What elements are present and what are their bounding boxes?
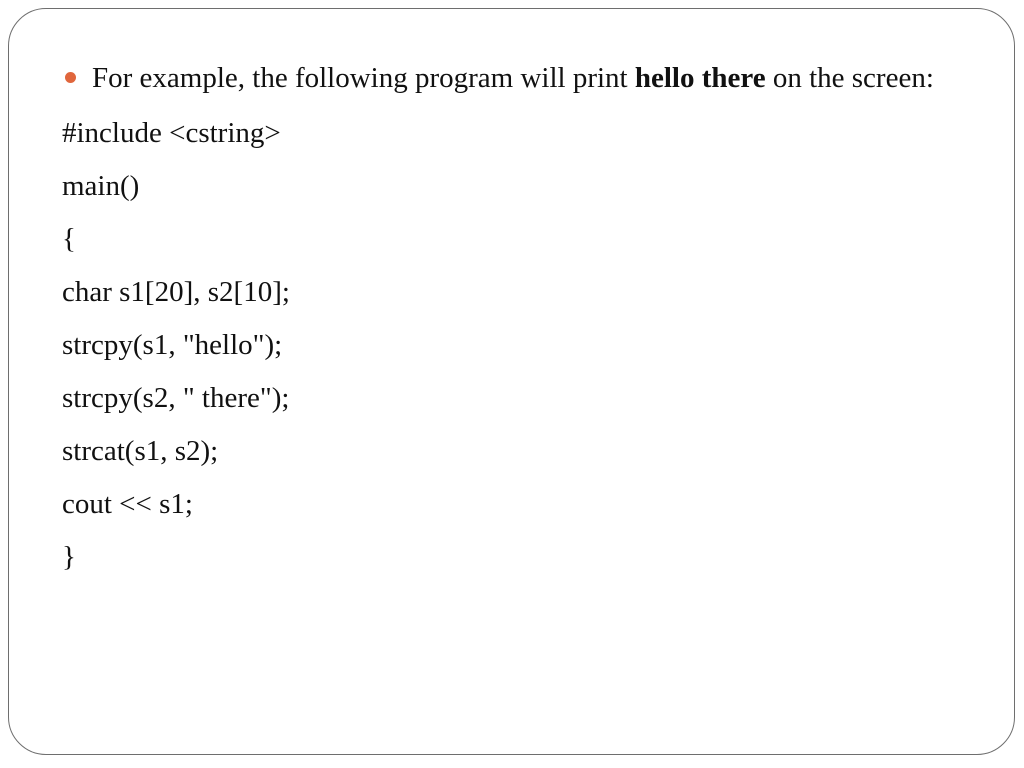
- code-line: main(): [62, 170, 140, 202]
- code-line: {: [62, 223, 76, 255]
- code-line: strcpy(s2, " there");: [62, 382, 290, 414]
- bullet-text-before: For example, the following program will print: [92, 62, 635, 94]
- code-block: [62, 107, 962, 584]
- bullet-dot-icon: [65, 72, 76, 83]
- code-line: }: [62, 541, 76, 573]
- code-line: strcpy(s1, "hello");: [62, 329, 283, 361]
- code-line: char s1[20], s2[10];: [62, 276, 290, 308]
- code-line: cout << s1;: [62, 488, 193, 520]
- code-line: #include <cstring>: [62, 117, 281, 149]
- code-line: strcat(s1, s2);: [62, 435, 219, 467]
- slide-content: [62, 56, 962, 584]
- bullet-text-after: on the screen:: [765, 62, 934, 94]
- bullet-text: [92, 62, 934, 94]
- bullet-item: [62, 56, 962, 101]
- bullet-emphasis: hello there: [634, 62, 766, 94]
